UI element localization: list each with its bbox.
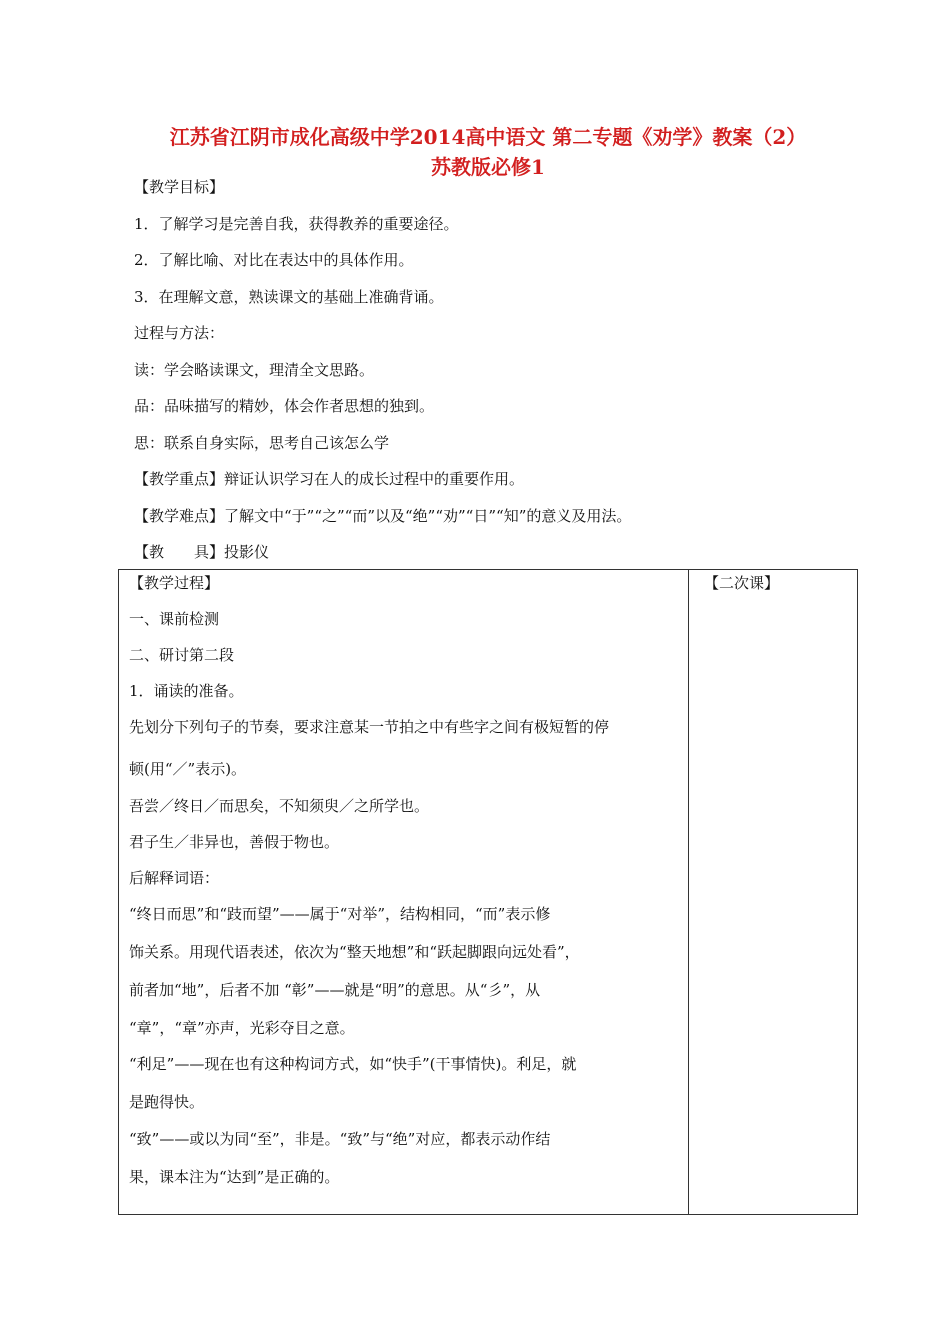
intro-line: 读：学会略读课文，理清全文思路。: [134, 360, 375, 379]
intro-line: 【教学重点】辩证认识学习在人的成长过程中的重要作用。: [134, 470, 525, 488]
intro-line: 品：品味描写的精妙，体会作者思想的独到。: [134, 397, 435, 415]
process-line: “终日而思”和“跂而望”——属于“对举”，结构相同，“而”表示修: [129, 905, 551, 923]
process-line: “章”，“章”亦声，光彩夺目之意。: [129, 1019, 355, 1037]
process-line: 【教学过程】: [129, 574, 220, 592]
process-line: 顿(用“／”表示)。: [129, 760, 247, 778]
intro-line: 3．在理解文意，熟读课文的基础上准确背诵。: [134, 287, 444, 306]
process-line: 饰关系。用现代语表述，依次为“整天地想”和“跃起脚跟向远处看”，: [129, 943, 580, 961]
second-lesson-column: [704, 572, 779, 595]
intro-line: 过程与方法：: [134, 324, 225, 342]
process-line: 1．诵读的准备。: [129, 682, 244, 700]
table-column-divider: [688, 570, 689, 1214]
intro-line: 【教学难点】了解文中“于”“之”“而”以及“绝”“劝”“日”“知”的意义及用法。: [134, 506, 632, 525]
intro-line: 2．了解比喻、对比在表达中的具体作用。: [134, 251, 414, 269]
intro-line: 思：联系自身实际，思考自己该怎么学: [134, 433, 390, 452]
process-line: 后解释词语：: [129, 869, 220, 887]
process-line: 先划分下列句子的节奏，要求注意某一节拍之中有些字之间有极短暂的停: [129, 718, 610, 736]
process-line: 前者加“地”，后者不加 “彰”——就是“明”的意思。从“彡”，从: [129, 981, 541, 999]
intro-line: 1．了解学习是完善自我，获得教养的重要途径。: [134, 214, 459, 233]
intro-line: 【教 具】投影仪: [134, 543, 270, 561]
process-line: 是跑得快。: [129, 1093, 205, 1111]
intro-line: 【教学目标】: [134, 178, 225, 196]
teaching-process-column: [129, 572, 681, 1202]
teaching-process-table: [118, 569, 858, 1215]
lesson-objectives-section: [134, 176, 854, 578]
process-line: 二、研讨第二段: [129, 646, 235, 664]
document-title-line-1: 江苏省江阴市成化高级中学2014高中语文 第二专题《劝学》教案（2）: [169, 125, 807, 149]
second-lesson-header: 【二次课】: [704, 574, 780, 592]
process-line: “利足”——现在也有这种构词方式，如“快手”(干事情快)。利足，就: [129, 1055, 577, 1073]
process-line: 一、课前检测: [129, 610, 220, 628]
document-title-line-2: 苏教版必修1: [431, 155, 545, 179]
process-line: 君子生／非异也，善假于物也。: [129, 833, 340, 851]
process-line: 果，课本注为“达到”是正确的。: [129, 1168, 340, 1186]
process-line: 吾尝／终日／而思矣，不知须臾／之所学也。: [129, 797, 430, 815]
process-line: “致”——或以为同“至”，非是。“致”与“绝”对应，都表示动作结: [129, 1130, 551, 1148]
